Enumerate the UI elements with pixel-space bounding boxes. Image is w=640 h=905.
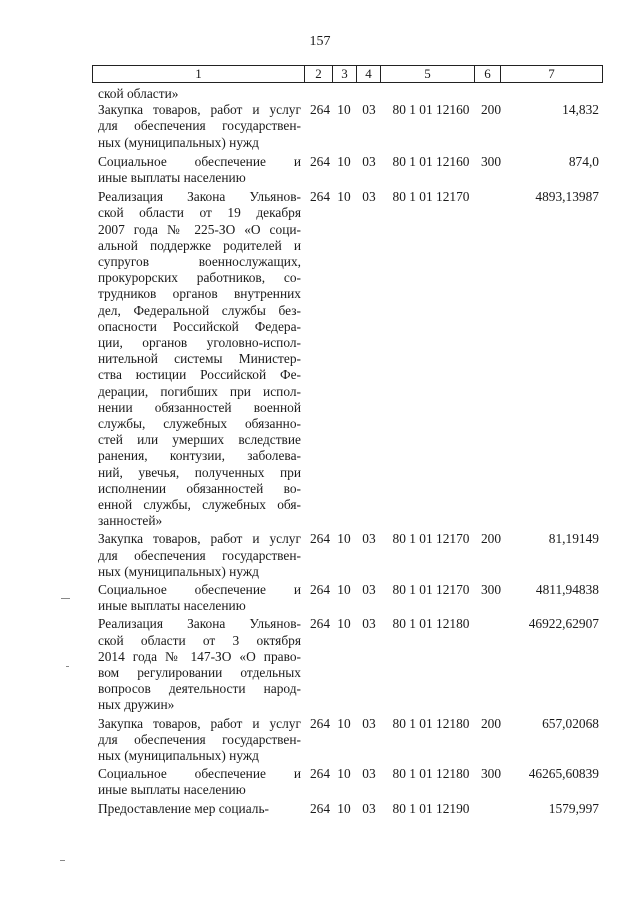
- row-description-line: занностей»: [98, 513, 163, 529]
- header-col-4: 4: [357, 66, 381, 82]
- row-description-line: Социальное обеспечение и: [98, 582, 301, 597]
- row-description-line: иные выплаты населению: [98, 170, 246, 185]
- cell-c2: 264: [309, 153, 331, 169]
- row-description-line: для обеспечения государствен-: [98, 118, 301, 134]
- row-description-line: стей или умерших вследствие: [98, 432, 301, 448]
- cell-c3: 10: [337, 582, 351, 597]
- cell-c4: 03: [362, 766, 376, 782]
- row-description-line: вом регулировании отдельных: [98, 665, 301, 680]
- header-col-5: 5: [381, 66, 475, 82]
- row-description-line: Реализация Закона Ульянов-: [98, 616, 301, 632]
- cell-c2: 264: [309, 800, 331, 816]
- row-description-line: Закупка товаров, работ и услуг: [98, 531, 301, 547]
- cell-c5: 80 1 01 12170: [392, 582, 470, 597]
- row-description-line: прокурорских работников, со-: [98, 270, 301, 286]
- scan-mark: [61, 598, 70, 599]
- cell-c7: 657,02068: [542, 715, 599, 731]
- header-col-2: 2: [305, 66, 333, 82]
- cell-c6: 200: [480, 102, 502, 118]
- cell-c7: 874,0: [568, 153, 599, 169]
- row-description-line: Социальное обеспечение и: [98, 153, 301, 169]
- row-description-line: для обеспечения государствен-: [98, 731, 301, 747]
- cell-c3: 10: [337, 189, 351, 205]
- row-description-line: Реализация Закона Ульянов-: [98, 189, 301, 205]
- cell-c3: 10: [337, 531, 351, 547]
- table-header: [92, 65, 603, 83]
- row-description-line: Социальное обеспечение и: [98, 766, 301, 782]
- row-description-line: дерации, погибших при испол-: [98, 383, 301, 399]
- cell-c7: 46922,62907: [528, 616, 599, 632]
- row-description-line: 2007 года № 225-ЗО «О соци-: [98, 221, 301, 237]
- cell-c4: 03: [362, 715, 376, 731]
- cell-c2: 264: [309, 189, 331, 205]
- row-description-line: иные выплаты населению: [98, 782, 246, 798]
- row-description-line: 2014 года № 147-ЗО «О право-: [98, 648, 301, 664]
- cell-c7: 4893,13987: [535, 189, 599, 205]
- cell-c6: 300: [480, 766, 502, 782]
- row-description-line: ции, органов уголовно-испол-: [98, 335, 301, 350]
- cell-c2: 264: [309, 616, 331, 632]
- scan-mark: [66, 666, 69, 667]
- cell-c3: 10: [337, 153, 351, 169]
- cell-c7: 1579,997: [548, 800, 599, 816]
- header-col-3: 3: [333, 66, 357, 82]
- row-description-line: исполнении обязанностей во-: [98, 480, 301, 496]
- header-col-7: 7: [501, 66, 603, 82]
- cell-c2: 264: [309, 531, 331, 547]
- row-description-line: ных дружин»: [98, 697, 175, 713]
- header-col-1: 1: [93, 66, 305, 82]
- row-description-line: дел, Федеральной службы без-: [98, 302, 301, 318]
- row-description-line: Закупка товаров, работ и услуг: [98, 715, 301, 731]
- row-description-line: Предоставление мер социаль-: [98, 800, 270, 816]
- row-description-line: ства юстиции Российской Фе-: [98, 367, 301, 383]
- cell-c4: 03: [362, 102, 376, 118]
- cell-c4: 03: [362, 582, 376, 597]
- cell-c2: 264: [309, 766, 331, 782]
- row-description-line: ных (муниципальных) нужд: [98, 748, 259, 763]
- row-description-line: ской области от 19 декабря: [98, 205, 301, 221]
- cell-c6: 300: [480, 582, 502, 597]
- cell-c4: 03: [362, 189, 376, 205]
- cell-c2: 264: [309, 715, 331, 731]
- cell-c6: 200: [480, 715, 502, 731]
- row-description-line: ской области от 3 октября: [98, 632, 301, 648]
- row-description-line: альной поддержке родителей и: [98, 237, 301, 253]
- cell-c3: 10: [337, 800, 351, 816]
- cell-c3: 10: [337, 766, 351, 782]
- row-description-line: супругов военнослужащих,: [98, 254, 301, 269]
- cell-c3: 10: [337, 616, 351, 632]
- row-description-line: трудников органов внутренних: [98, 286, 301, 302]
- cell-c2: 264: [309, 102, 331, 118]
- cell-c5: 80 1 01 12170: [392, 531, 470, 547]
- cell-c3: 10: [337, 715, 351, 731]
- row-description-line: ской области»: [98, 86, 179, 101]
- row-description-line: нительной системы Министер-: [98, 351, 301, 367]
- row-description-line: нении обязанностей военной: [98, 399, 301, 415]
- cell-c5: 80 1 01 12180: [392, 766, 470, 782]
- cell-c5: 80 1 01 12160: [392, 102, 470, 118]
- cell-c7: 14,832: [562, 102, 599, 118]
- row-description-line: вопросов деятельности народ-: [98, 681, 301, 697]
- cell-c7: 46265,60839: [528, 766, 599, 782]
- cell-c5: 80 1 01 12170: [392, 189, 470, 205]
- cell-c4: 03: [362, 153, 376, 169]
- cell-c4: 03: [362, 531, 376, 547]
- row-description-line: ний, увечья, полученных при: [98, 464, 301, 480]
- row-description-line: иные выплаты населению: [98, 598, 246, 614]
- row-description-line: службы, служебных обязанно-: [98, 416, 301, 431]
- row-description-line: енной службы, служебных обя-: [98, 497, 301, 512]
- row-description-line: ных (муниципальных) нужд: [98, 563, 259, 579]
- cell-c4: 03: [362, 616, 376, 632]
- page-number: 157: [309, 34, 331, 49]
- cell-c6: 300: [480, 153, 502, 169]
- cell-c5: 80 1 01 12180: [392, 616, 470, 632]
- row-description-line: ных (муниципальных) нужд: [98, 134, 259, 150]
- cell-c6: 200: [480, 531, 502, 547]
- row-description-line: для обеспечения государствен-: [98, 547, 301, 563]
- row-description-line: Закупка товаров, работ и услуг: [98, 102, 301, 118]
- cell-c5: 80 1 01 12180: [392, 715, 470, 731]
- cell-c4: 03: [362, 800, 376, 816]
- cell-c2: 264: [309, 582, 331, 597]
- header-col-6: 6: [475, 66, 501, 82]
- cell-c7: 81,19149: [548, 531, 599, 547]
- cell-c5: 80 1 01 12190: [392, 800, 470, 816]
- scan-mark: [60, 860, 65, 861]
- cell-c5: 80 1 01 12160: [392, 153, 470, 169]
- cell-c7: 4811,94838: [535, 582, 599, 597]
- cell-c3: 10: [337, 102, 351, 118]
- row-description-line: ранения, контузии, заболева-: [98, 448, 301, 464]
- row-description-line: опасности Российской Федера-: [98, 318, 301, 334]
